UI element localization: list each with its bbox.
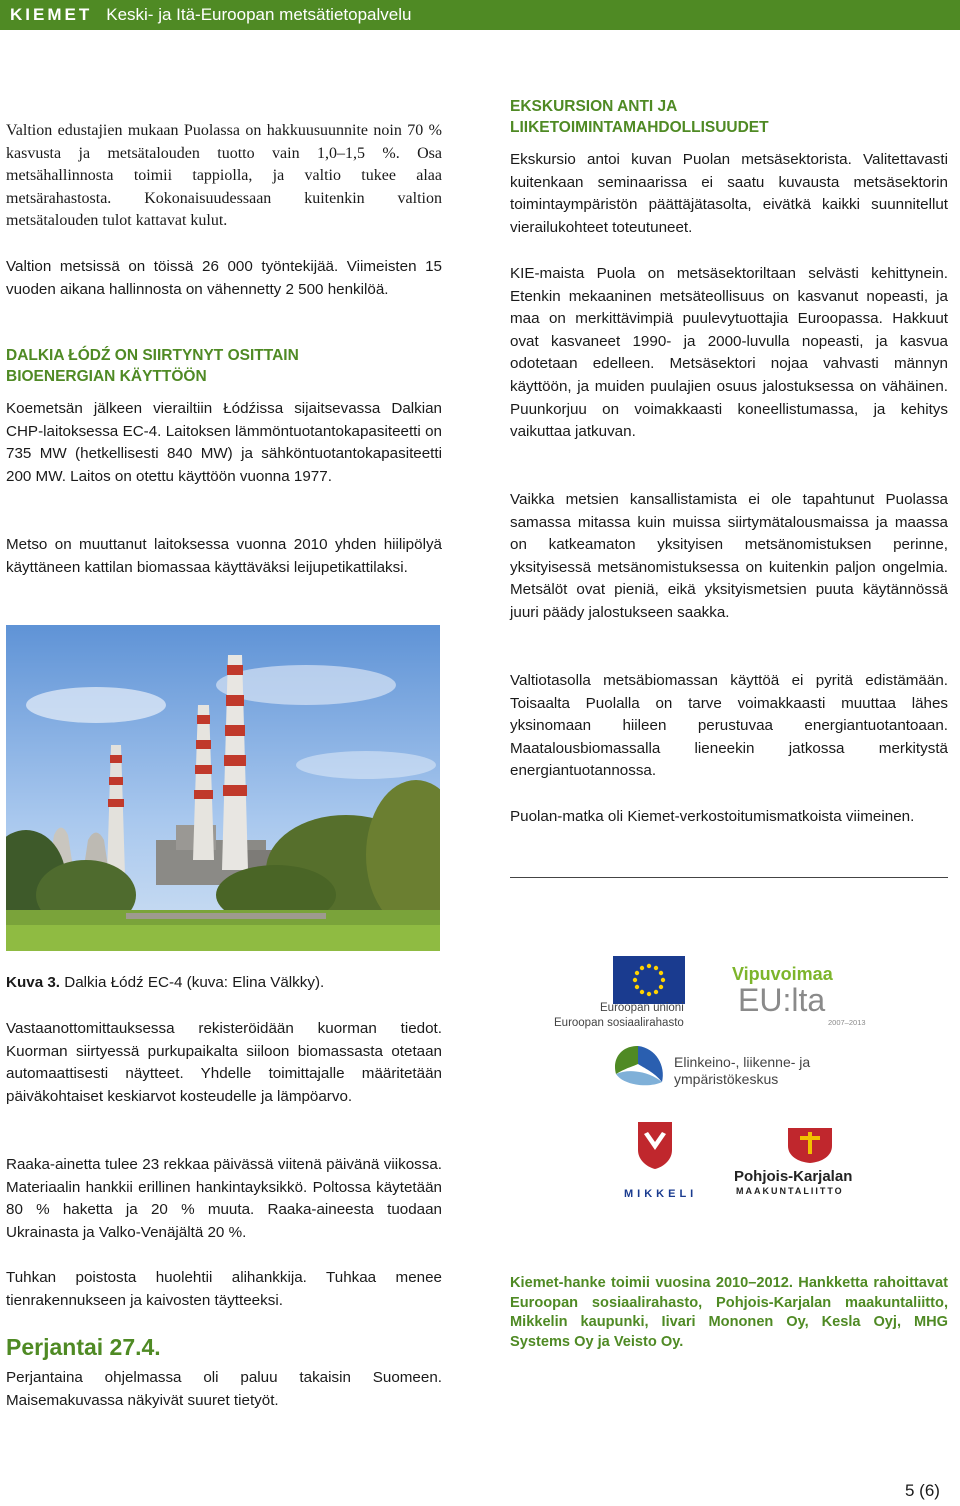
- power-plant-illustration: [6, 625, 440, 951]
- section-heading-dalkia: DALKIA ŁÓDŹ ON SIIRTYNYT OSITTAIN BIOENERGIAN KÄYTTÖÖN: [6, 347, 299, 385]
- left-para-3: Koemetsän jälkeen vierailtiin Łódźissa sijaitsevassa Dalkian CHP-laitoksessa EC-4. Laitoksen lämmöntuotantokapasiteetti on 735 MW (hetkellisesti 840 MW) ja sähköntuotantokapasiteetti 200 MW. Laitos on otettu käyttöön vuonna 1977.: [6, 400, 442, 485]
- right-para-3: Vaikka metsien kansallistamista ei ole tapahtunut Puolassa samassa mitassa kuin muissa siirtymätalousmaissa ja maassa on katkeamaton yksityisen metsänomistuksen perinne, yksityisessä metsänomistuksessa on kuitenkin paljon ongelmia. Metsälöt ovat pieniä, eikä yksityismetsien puuta käytännössä juuri päädy jalostukseen saakka.: [510, 491, 948, 621]
- brand-name: KIEMET: [10, 5, 93, 24]
- header-title: Keski- ja Itä-Euroopan metsätietopalvelu: [106, 5, 412, 24]
- ely-line-2: ympäristökeskus: [674, 1071, 779, 1087]
- vipu-top: Vipuvoimaa: [732, 964, 833, 984]
- power-plant-photo: [6, 625, 440, 951]
- left-para-1: Valtion edustajien mukaan Puolassa on hakkuusuunnite noin 70 % kasvusta ja metsätalouden tuotto vain 1,0–1,5 %. Osa metsähallinnosta toimii tappiolla, ja valtio tukee alaa metsärahastosta. Kokonaisuudessaan kuitenkin valtion metsätalouden tulot kattavat kulut.: [6, 122, 442, 230]
- sponsor-logos: [548, 950, 948, 1210]
- right-para-1: Ekskursio antoi kuvan Puolan metsäsektorista. Valitettavasti kuitenkaan seminaarissa ei saatu kuvausta metsäsektorin toimintaympäristön päättäjätasolta, eivätkä kaikki suunnitellut vierailukohteet toteutuneet.: [510, 151, 948, 236]
- header-bar: [0, 0, 960, 30]
- ely-logo-icon: [610, 1042, 666, 1088]
- page-number: 5 (6): [905, 1481, 940, 1500]
- eu-line-2: Euroopan sosiaalirahasto: [554, 1017, 684, 1029]
- eu-flag-icon: [613, 956, 685, 1004]
- left-para-8: Perjantaina ohjelmassa oli paluu takaisin Suomeen. Maisemakuvassa näkyivät suuret tietyöt.: [6, 1369, 442, 1409]
- right-para-5: Puolan-matka oli Kiemet-verkostoitumismatkoista viimeinen.: [510, 808, 915, 825]
- divider-line: [510, 877, 948, 878]
- project-funding-note: Kiemet-hanke toimii vuosina 2010–2012. Hankketta rahoittavat Euroopan sosiaalirahasto, Pohjois-Karjalan maakuntaliitto, Mikkelin kaupunki, Iivari Mononen Oy, Kesla Oyj, MHG Systems Oy ja Veisto Oy.: [510, 1275, 948, 1350]
- left-para-4: Metso on muuttanut laitoksessa vuonna 2010 yhden hiilipölyä käyttäneen kattilan biomassaa käyttäväksi leijupetikattilaksi.: [6, 536, 442, 576]
- friday-heading: Perjantai 27.4.: [6, 1334, 161, 1360]
- pohjois-karjala-crest-icon: [786, 1126, 834, 1164]
- vipu-years: 2007–2013: [828, 1018, 866, 1027]
- mikkeli-text: MIKKELI: [624, 1188, 698, 1200]
- vipu-main: EU:lta: [738, 982, 826, 1018]
- caption-label: Kuva 3.: [6, 974, 61, 991]
- left-para-7: Tuhkan poistosta huolehtii alihankkija. Tuhkaa menee tienrakennukseen ja kaivosten täytteeksi.: [6, 1269, 442, 1309]
- right-para-2: KIE-maista Puola on metsäsektoriltaan selvästi kehittynein. Etenkin mekaaninen metsäteollisuus on kasvanut nopeasti, ja maa on merkittävimpiä puulevytuottajia Euroopassa. Hakkuut ovat kasvaneet 1990- ja 2000-luvulla nopeasti, ja kasvua odotetaan edelleen. Metsäsektori nojaa vahvasti männyn käyttöön, ja muiden puulajien osuus jalostuksessa on vähäinen. Puunkorjuu on voimakkaasti koneellistumassa, ja kehitys vaikuttaa jatkuvan.: [510, 265, 948, 441]
- pk-line-2: MAAKUNTALIITTO: [736, 1186, 844, 1196]
- left-para-2: Valtion metsissä on töissä 26 000 työntekijää. Viimeisten 15 vuoden aikana hallinnosta on vähennetty 2 500 henkilöä.: [6, 258, 442, 298]
- left-para-5: Vastaanottomittauksessa rekisteröidään kuorman tiedot. Kuorman siirtyessä purkupaikalta siiloon biomassasta otetaan automaattisesti näytteet. Yhdelle toimittajalle määritetään päiväkohtaiset keskiarvot kosteudelle ja lämpöarvo.: [6, 1020, 442, 1105]
- left-para-6: Raaka-ainetta tulee 23 rekkaa päivässä viitenä päivänä viikossa. Materiaalin hankkii erillinen hankintayksikkö. Poltossa käytetään 80 % haketta ja 20 % muuta. Raaka-aineesta tuodaan Ukrainasta ja Valko-Venäjältä 20 %.: [6, 1156, 442, 1241]
- right-para-4: Valtiotasolla metsäbiomassan käyttöä ei pyritä edistämään. Toisaalta Puolalla on tarve voimakkaasti muuttaa lähes yksinomaan hiileen perustuvaa energiantuotantoaan. Maatalousbiomassalla lieneekin jatkossa merkitystä energiantuotannossa.: [510, 672, 948, 780]
- mikkeli-crest-icon: [636, 1120, 674, 1170]
- photo-caption: [6, 974, 446, 991]
- caption-text: Dalkia Łódź EC-4 (kuva: Elina Välkky).: [64, 974, 325, 991]
- section-heading-excursion: EKSKURSION ANTI JA LIIKETOIMINTAMAHDOLLISUUDET: [510, 98, 769, 136]
- ely-line-1: Elinkeino-, liikenne- ja: [674, 1054, 811, 1070]
- pk-line-1: Pohjois-Karjalan: [734, 1168, 853, 1185]
- eu-line-1: Euroopan unioni: [600, 1002, 684, 1014]
